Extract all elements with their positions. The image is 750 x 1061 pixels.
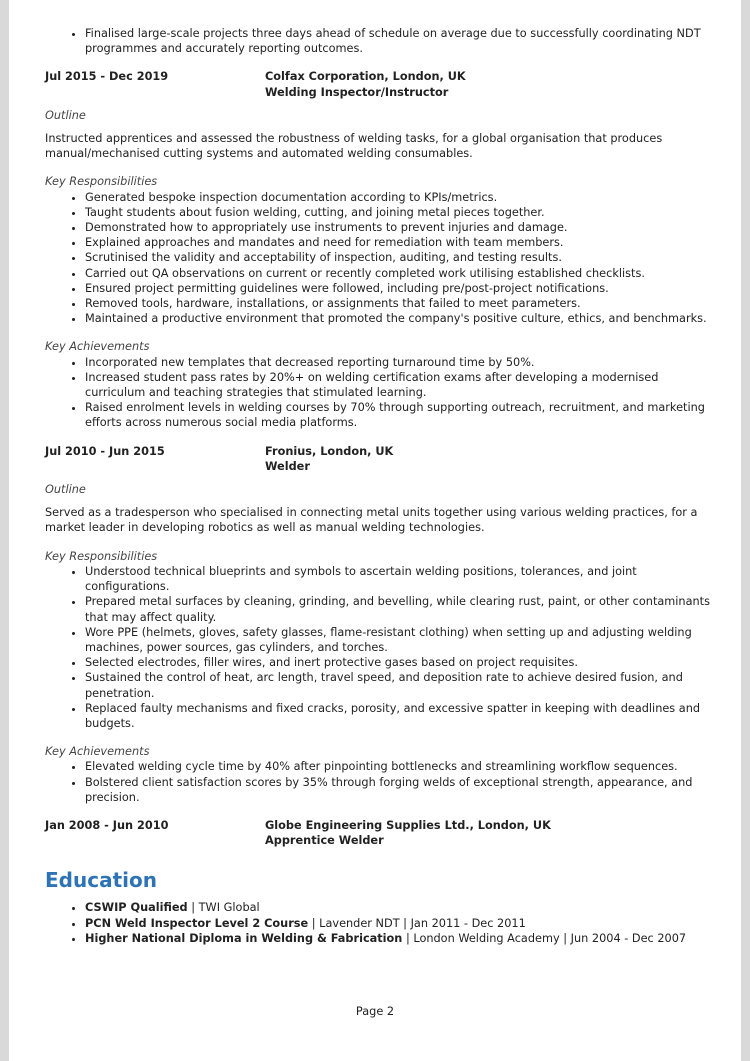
list-item: • Increased student pass rates by 20%+ on welding certification exams after developing a modernised curriculum and teaching strategies that stimulated learning. (85, 370, 715, 400)
list-item: • Maintained a productive environment that promoted the company's positive culture, ethics, and benchmarks. (85, 311, 715, 326)
education-item (85, 931, 715, 946)
list-item: • Explained approaches and mandates and need for remediation with team members. (85, 235, 715, 250)
education-item (85, 916, 715, 931)
achievements-list (45, 759, 715, 805)
list-item: • Selected electrodes, filler wires, and inert protective gases based on project requisites. (85, 655, 715, 670)
job-role: Apprentice Welder (265, 834, 384, 848)
list-item: • Sustained the control of heat, arc length, travel speed, and deposition rate to achieve desired fusion, and penetration. (85, 670, 715, 700)
list-item: • Taught students about fusion welding, cutting, and joining metal pieces together. (85, 205, 715, 220)
achievements-label: Key Achievements (45, 340, 150, 354)
job-outline: Served as a tradesperson who specialised in connecting metal units together using various welding practices, for a market leader in developing robotics as well as manual welding technologies. (45, 506, 698, 535)
education-list (45, 900, 715, 946)
list-item: • Understood technical blueprints and symbols to ascertain welding positions, tolerances, and joint configurations. (85, 564, 715, 594)
responsibilities-label: Key Responsibilities (45, 175, 158, 189)
list-item: • Bolstered client satisfaction scores by 35% through forging welds of exceptional strength, appearance, and precision. (85, 775, 715, 805)
job-outline: Instructed apprentices and assessed the robustness of welding tasks, for a global organisation that produces manual/mechanised cutting systems and automated welding consumables. (45, 132, 663, 161)
page-content (45, 26, 715, 946)
list-item: • Replaced faulty mechanisms and fixed cracks, porosity, and excessive spatter in keeping with deadlines and budgets. (85, 701, 715, 731)
job-header (45, 818, 715, 848)
achievements-list (45, 355, 715, 431)
education-name: Higher National Diploma in Welding & Fabrication (85, 931, 403, 945)
responsibilities-label: Key Responsibilities (45, 549, 158, 563)
education-detail: | London Welding Academy | Jun 2004 - Dec 2007 (402, 931, 687, 945)
list-item: • Prepared metal surfaces by cleaning, grinding, and bevelling, while clearing rust, paint, or other contaminants that may affect quality. (85, 594, 715, 624)
education-item (85, 900, 715, 915)
resume-page (9, 0, 741, 1061)
education-heading: Education (45, 868, 157, 893)
education-name: PCN Weld Inspector Level 2 Course (85, 916, 309, 930)
job-company: Fronius, London, UK (265, 444, 394, 458)
job-role: Welder (265, 459, 310, 473)
list-item: • Demonstrated how to appropriately use instruments to prevent injuries and damage. (85, 220, 715, 235)
job-dates: Jul 2010 - Jun 2015 (45, 444, 165, 458)
responsibilities-list (45, 564, 715, 731)
job-dates: Jan 2008 - Jun 2010 (45, 818, 169, 832)
list-item: • Wore PPE (helmets, gloves, safety glasses, flame-resistant clothing) when setting up and adjusting welding machines, power sources, gas cylinders, and torches. (85, 625, 715, 655)
job-company: Colfax Corporation, London, UK (265, 70, 466, 84)
list-item: • Generated bespoke inspection documentation according to KPIs/metrics. (85, 190, 715, 205)
list-item: • Carried out QA observations on current or recently completed work utilising established checklists. (85, 266, 715, 281)
intro-bullet-list (45, 26, 715, 56)
list-item: • Incorporated new templates that decreased reporting turnaround time by 50%. (85, 355, 715, 370)
list-item: • Ensured project permitting guidelines were followed, including pre/post-project notifications. (85, 281, 715, 296)
outline-label: Outline (45, 108, 86, 122)
job-role: Welding Inspector/Instructor (265, 85, 449, 99)
job-dates: Jul 2015 - Dec 2019 (45, 70, 169, 84)
list-item: • Scrutinised the validity and acceptability of inspection, auditing, and testing results. (85, 250, 715, 265)
list-item: • Removed tools, hardware, installations, or assignments that failed to meet parameters. (85, 296, 715, 311)
list-item: • Finalised large-scale projects three days ahead of schedule on average due to successfully coordinating NDT programmes and accurately reporting outcomes. (85, 26, 715, 56)
outline-label: Outline (45, 483, 86, 497)
education-name: CSWIP Qualified (85, 901, 188, 915)
page-number: Page 2 (355, 1005, 395, 1018)
list-item: • Raised enrolment levels in welding courses by 70% through supporting outreach, recruitment, and marketing efforts across numerous social media platforms. (85, 400, 715, 430)
achievements-label: Key Achievements (45, 745, 150, 759)
job-company: Globe Engineering Supplies Ltd., London, UK (265, 818, 551, 832)
list-item: • Elevated welding cycle time by 40% after pinpointing bottlenecks and streamlining workflow sequences. (85, 759, 715, 774)
education-detail: | Lavender NDT | Jan 2011 - Dec 2011 (308, 916, 526, 930)
education-detail: | TWI Global (187, 901, 260, 915)
responsibilities-list (45, 190, 715, 327)
job-header (45, 69, 715, 99)
job-header (45, 444, 715, 474)
